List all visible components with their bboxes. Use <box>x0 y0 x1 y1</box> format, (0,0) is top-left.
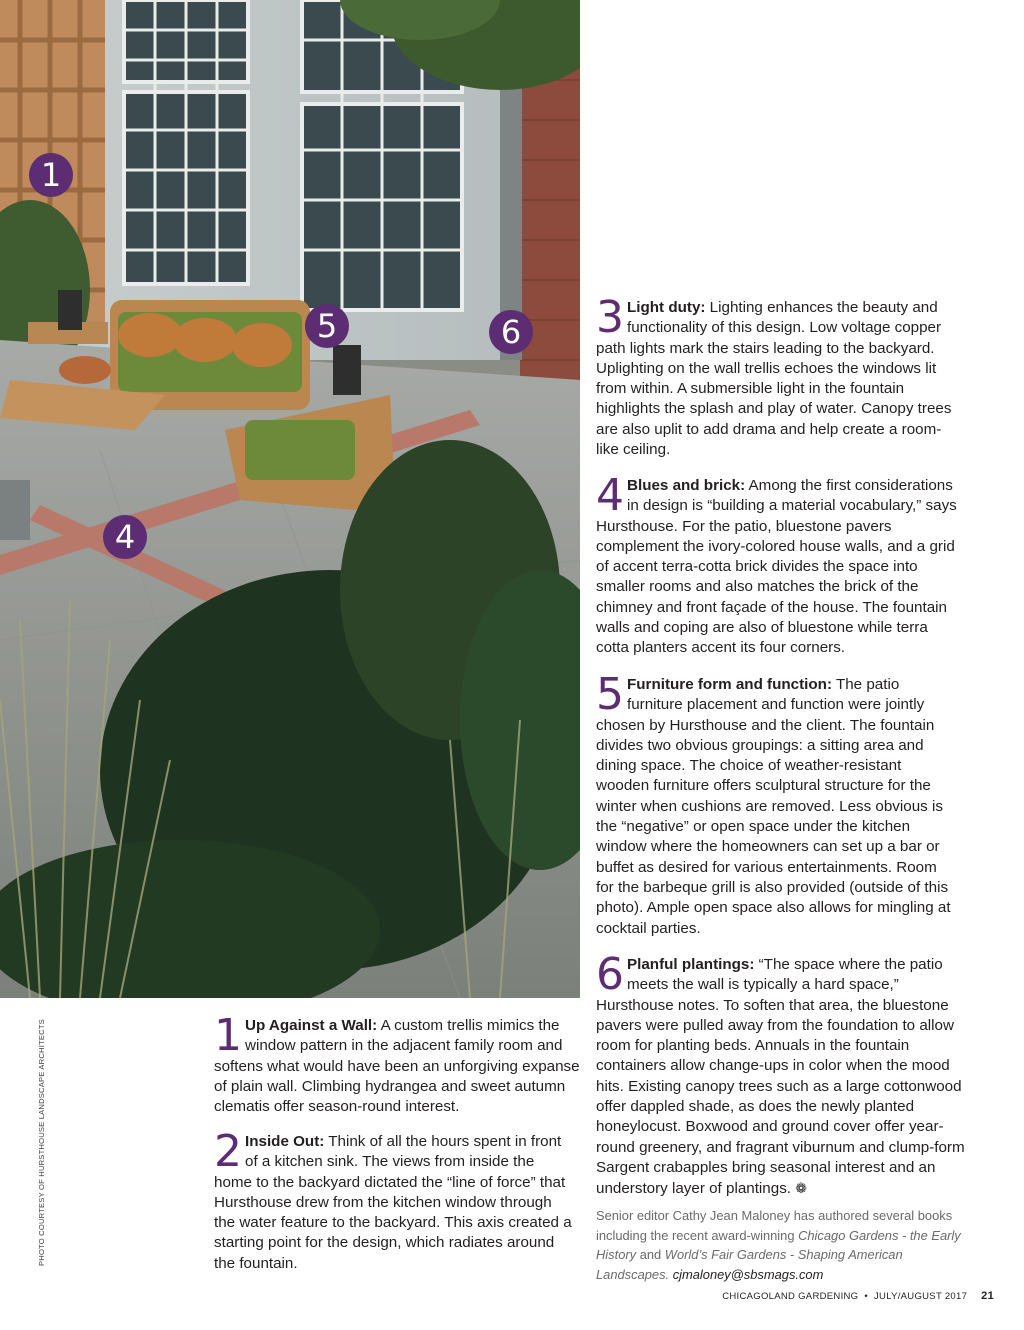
photo-marker-1: 1 <box>29 153 73 197</box>
section-6-body: “The space where the patio meets the wall is typically a hard space,” Hursthouse notes. To soften that area, the bluestone pavers were pulled away from the foundation to allow room for planting beds. Annuals in the fountain containers allow change-ups in color when the mood hits. Existing canopy trees such as a large cottonwood offer dappled shade, as does the newly planted honeylocust. Boxwood and ground cover offer year-round greenery, and fragrant viburnum and clump-form Sargent crabapples bring seasonal interest and an understory layer of plantings. <box>596 956 965 1198</box>
footer-issue: JULY/AUGUST 2017 <box>874 1291 968 1302</box>
section-6-number: 6 <box>596 949 624 1000</box>
section-4-number: 4 <box>596 470 624 521</box>
section-3-heading: Light duty: <box>627 299 706 316</box>
section-1-heading: Up Against a Wall: <box>245 1017 378 1034</box>
section-2-body: Think of all the hours spent in front of a kitchen sink. The views from inside the home to the backyard dictated the “line of force” that Hursthouse drew from the kitchen window through the water feature to the backyard. This axis created a starting point for the design, which radiates around the fountain. <box>214 1133 572 1272</box>
section-6-heading: Planful plantings: <box>627 956 755 973</box>
section-5-number: 5 <box>596 669 624 720</box>
photo-marker-4: 4 <box>103 515 147 559</box>
footer-separator: • <box>864 1291 868 1302</box>
patio-photo-illustration <box>0 0 580 998</box>
bio-and: and <box>636 1247 665 1263</box>
section-5 <box>596 669 958 939</box>
bio-intro: Senior editor Cathy Jean Maloney has authored several books including the recent award-winning <box>596 1208 953 1243</box>
section-4 <box>596 470 962 659</box>
photo-marker-5: 5 <box>305 304 349 348</box>
section-6 <box>596 949 966 1200</box>
photo-credit: PHOTO COURTESY OF HURSTHOUSE LANDSCAPE ARCHITECTS <box>37 1019 46 1266</box>
section-2-number: 2 <box>214 1126 242 1177</box>
bio-book-1: Chicago Gardens - the Early History <box>596 1227 961 1263</box>
section-1 <box>214 1010 582 1117</box>
section-5-heading: Furniture form and function: <box>627 676 833 693</box>
author-bio <box>596 1206 966 1284</box>
end-of-article-leaf-icon: ❁ <box>795 1180 807 1197</box>
section-1-number: 1 <box>214 1010 242 1061</box>
patio-photo <box>0 0 580 998</box>
photo-marker-6: 6 <box>489 310 533 354</box>
section-4-heading: Blues and brick: <box>627 477 746 494</box>
section-1-body: A custom trellis mimics the window pattern in the adjacent family room and softens what would have been an unforgiving expanse of plain wall. Climbing hydrangea and sweet autumn clematis offer season-round interest. <box>214 1017 580 1116</box>
section-2-heading: Inside Out: <box>245 1133 325 1150</box>
bio-email-link[interactable]: cjmaloney@sbsmags.com <box>669 1266 824 1282</box>
section-3-number: 3 <box>596 292 624 343</box>
page-footer <box>722 1290 994 1302</box>
section-3 <box>596 292 962 460</box>
page-number: 21 <box>981 1290 994 1302</box>
bio-book-2: World’s Fair Gardens - Shaping American Landscapes. <box>596 1247 903 1282</box>
section-5-body: The patio furniture placement and function were jointly chosen by Hursthouse and the client. The fountain divides two obvious groupings: a sitting area and dining space. The choice of weather-resistant wooden furniture offers sculptural structure for the winter when cushions are removed. Less obvious is the “negative” or open space under the kitchen window where the homeowners can set up a bar or buffet as desired for various entertainments. Room for the barbeque grill is also provided (outside of this photo). Ample open space also allows for mingling at cocktail parties. <box>596 676 951 937</box>
section-4-body: Among the first considerations in design is “building a material vocabulary,” says Hursthouse. For the patio, bluestone pavers complement the ivory-colored house walls, and a grid of accent terra-cotta brick divides the space into smaller rooms and also matches the brick of the chimney and front façade of the house. The fountain walls and coping are also of bluestone while terra cotta planters accent its four corners. <box>596 477 957 657</box>
footer-magazine-name: CHICAGOLAND GARDENING <box>722 1291 859 1302</box>
section-2 <box>214 1126 574 1274</box>
section-3-body: Lighting enhances the beauty and functionality of this design. Low voltage copper path lights mark the stairs leading to the backyard. Uplighting on the wall trellis echoes the windows lit from within. A submersible light in the fountain highlights the splash and play of water. Canopy trees are also uplit to add drama and help create a room-like ceiling. <box>596 299 952 459</box>
